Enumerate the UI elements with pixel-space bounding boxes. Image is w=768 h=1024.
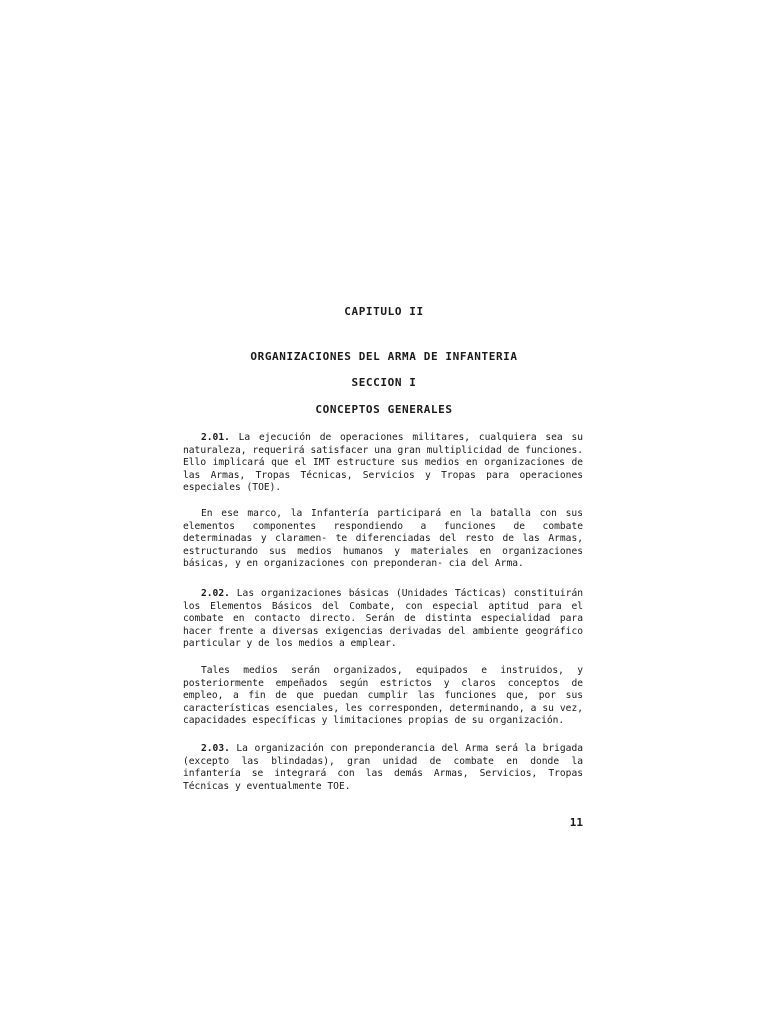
paragraph-text: Las organizaciones básicas (Unidades Tácticas) constituirán los Elementos Básicos del Combate, con especial aptitud para el combate en contacto directo. Serán de distinta especialidad para hacer frente a diversas exigencias derivadas del ambiente geográfico particular y de los medios a emplear. xyxy=(183,588,584,650)
paragraph-2-01-continued xyxy=(183,508,583,571)
paragraph-2-02 xyxy=(183,588,583,651)
paragraph-number: 2.02. xyxy=(201,588,230,599)
page-number: 11 xyxy=(569,816,583,829)
paragraph-2-02-continued xyxy=(183,665,583,728)
paragraph-text: Tales medios serán organizados, equipados e instruidos, y posteriormente empeñados según estrictos y claros conceptos de empleo, a fin de que puedan cumplir las funciones que, por sus características esenciales, les corresponden, determinando, a su vez, capacidades específicas y limitaciones propias de su organización. xyxy=(183,665,583,727)
paragraph-number: 2.01. xyxy=(201,432,230,443)
paragraph-2-01 xyxy=(183,432,583,495)
chapter-heading: CAPITULO II xyxy=(344,305,424,318)
paragraph-text: En ese marco, la Infantería participará en la batalla con sus elementos componentes respondiendo a funciones de combate determinadas y claramen- te diferenciadas del resto de las Armas, estructurando sus medios humanos y materiales en organizaciones básicas, y en organizaciones con preponderan- cia del Arma. xyxy=(183,508,583,570)
paragraph-text: La organización con preponderancia del Arma será la brigada (excepto las blindadas), gran unidad de combate en donde la infantería se integrará con las demás Armas, Servicios, Tropas Técnicas y eventualmente TOE. xyxy=(183,743,584,792)
paragraph-number: 2.03. xyxy=(201,743,230,754)
paragraph-2-03 xyxy=(183,743,583,793)
section-heading: SECCION I xyxy=(351,376,417,389)
paragraph-text: La ejecución de operaciones militares, cualquiera sea su naturaleza, requerirá satisfacer una gran multiplicidad de funciones. Ello implicará que el IMT estructure sus medios en organizaciones de las Armas, Tropas Técnicas, Servicios y Tropas para operaciones especiales (TOE). xyxy=(183,432,583,494)
chapter-title: ORGANIZACIONES DEL ARMA DE INFANTERIA xyxy=(250,350,518,363)
section-title: CONCEPTOS GENERALES xyxy=(315,403,453,416)
